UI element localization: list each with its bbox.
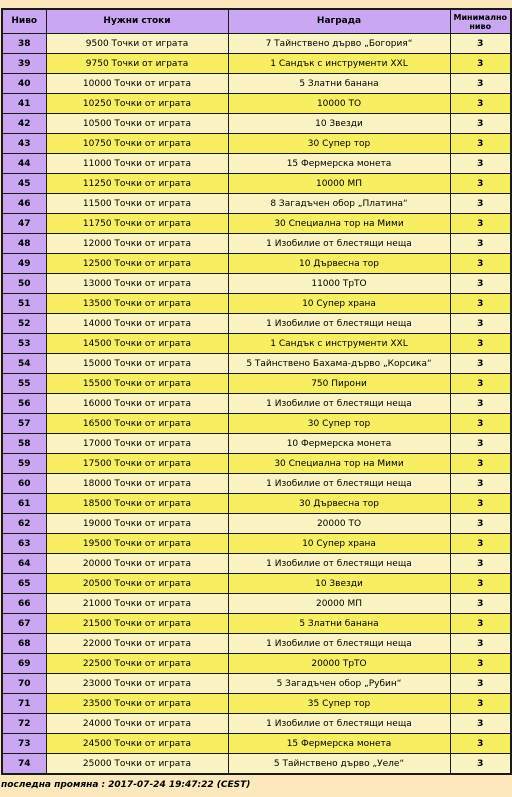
min-level-cell: 3: [450, 314, 511, 334]
min-level-cell: 3: [450, 614, 511, 634]
table-row: [2, 214, 511, 234]
level-cell: 71: [2, 694, 46, 714]
level-cell: 45: [2, 174, 46, 194]
min-level-cell: 3: [450, 454, 511, 474]
reward-cell: 30 Супер тор: [228, 414, 450, 434]
table-row: [2, 234, 511, 254]
level-cell: 73: [2, 734, 46, 754]
level-cell: 49: [2, 254, 46, 274]
table-row: [2, 194, 511, 214]
reward-cell: 1 Изобилие от блестящи неща: [228, 474, 450, 494]
min-level-cell: 3: [450, 74, 511, 94]
table-row: [2, 654, 511, 674]
level-cell: 72: [2, 714, 46, 734]
table-row: [2, 694, 511, 714]
table-row: [2, 514, 511, 534]
table-row: [2, 274, 511, 294]
required-goods-cell: 10750 Точки от играта: [46, 134, 228, 154]
level-cell: 68: [2, 634, 46, 654]
min-level-cell: 3: [450, 674, 511, 694]
level-cell: 59: [2, 454, 46, 474]
table-row: [2, 534, 511, 554]
level-cell: 61: [2, 494, 46, 514]
min-level-cell: 3: [450, 594, 511, 614]
reward-cell: 10 Фермерска монета: [228, 434, 450, 454]
header-level: Ниво: [2, 9, 46, 34]
reward-cell: 30 Специална тор на Мими: [228, 454, 450, 474]
table-row: [2, 314, 511, 334]
level-cell: 52: [2, 314, 46, 334]
reward-cell: 750 Пирони: [228, 374, 450, 394]
reward-cell: 5 Златни банана: [228, 614, 450, 634]
min-level-cell: 3: [450, 654, 511, 674]
level-cell: 39: [2, 54, 46, 74]
min-level-cell: 3: [450, 114, 511, 134]
table-row: [2, 634, 511, 654]
table-row: [2, 574, 511, 594]
required-goods-cell: 19500 Точки от играта: [46, 534, 228, 554]
reward-cell: 30 Дървесна тор: [228, 494, 450, 514]
required-goods-cell: 13500 Точки от играта: [46, 294, 228, 314]
level-cell: 47: [2, 214, 46, 234]
table-row: [2, 494, 511, 514]
min-level-cell: 3: [450, 274, 511, 294]
required-goods-cell: 17000 Точки от играта: [46, 434, 228, 454]
table-row: [2, 374, 511, 394]
level-cell: 64: [2, 554, 46, 574]
min-level-cell: 3: [450, 234, 511, 254]
level-cell: 42: [2, 114, 46, 134]
table-row: [2, 334, 511, 354]
level-cell: 57: [2, 414, 46, 434]
min-level-cell: 3: [450, 334, 511, 354]
table-row: [2, 54, 511, 74]
table-row: [2, 154, 511, 174]
reward-cell: 1 Изобилие от блестящи неща: [228, 314, 450, 334]
min-level-cell: 3: [450, 394, 511, 414]
table-row: [2, 434, 511, 454]
required-goods-cell: 9500 Точки от играта: [46, 34, 228, 54]
level-cell: 41: [2, 94, 46, 114]
reward-cell: 1 Изобилие от блестящи неща: [228, 394, 450, 414]
reward-cell: 15 Фермерска монета: [228, 154, 450, 174]
required-goods-cell: 18000 Точки от играта: [46, 474, 228, 494]
reward-cell: 30 Супер тор: [228, 134, 450, 154]
min-level-cell: 3: [450, 174, 511, 194]
last-modified-timestamp: 2017-07-24 19:47:22 (CEST): [108, 780, 251, 790]
reward-cell: 1 Изобилие от блестящи неща: [228, 714, 450, 734]
table-row: [2, 754, 511, 775]
reward-cell: 15 Фермерска монета: [228, 734, 450, 754]
table-row: [2, 674, 511, 694]
reward-cell: 10 Дървесна тор: [228, 254, 450, 274]
level-cell: 63: [2, 534, 46, 554]
table-row: [2, 94, 511, 114]
min-level-cell: 3: [450, 254, 511, 274]
required-goods-cell: 22500 Точки от играта: [46, 654, 228, 674]
table-header-row: [2, 9, 511, 34]
reward-cell: 5 Тайнствено дърво „Уеле“: [228, 754, 450, 775]
min-level-cell: 3: [450, 474, 511, 494]
table-row: [2, 414, 511, 434]
reward-cell: 1 Сандък с инструменти XXL: [228, 334, 450, 354]
min-level-cell: 3: [450, 434, 511, 454]
required-goods-cell: 22000 Точки от играта: [46, 634, 228, 654]
level-cell: 55: [2, 374, 46, 394]
table-row: [2, 34, 511, 54]
min-level-cell: 3: [450, 134, 511, 154]
required-goods-cell: 12500 Точки от играта: [46, 254, 228, 274]
reward-cell: 1 Сандък с инструменти XXL: [228, 54, 450, 74]
level-cell: 62: [2, 514, 46, 534]
required-goods-cell: 15000 Точки от играта: [46, 354, 228, 374]
table-row: [2, 354, 511, 374]
header-required-goods: Нужни стоки: [46, 9, 228, 34]
reward-cell: 10000 ТО: [228, 94, 450, 114]
table-row: [2, 114, 511, 134]
min-level-cell: 3: [450, 294, 511, 314]
level-cell: 69: [2, 654, 46, 674]
reward-cell: 10 Звезди: [228, 574, 450, 594]
min-level-cell: 3: [450, 574, 511, 594]
required-goods-cell: 24500 Точки от играта: [46, 734, 228, 754]
required-goods-cell: 14000 Точки от играта: [46, 314, 228, 334]
required-goods-cell: 16000 Точки от играта: [46, 394, 228, 414]
level-cell: 46: [2, 194, 46, 214]
min-level-cell: 3: [450, 754, 511, 775]
reward-cell: 11000 ТрТО: [228, 274, 450, 294]
table-row: [2, 614, 511, 634]
min-level-cell: 3: [450, 714, 511, 734]
reward-cell: 7 Тайнствено дърво „Богория“: [228, 34, 450, 54]
required-goods-cell: 24000 Точки от играта: [46, 714, 228, 734]
table-row: [2, 74, 511, 94]
table-row: [2, 294, 511, 314]
required-goods-cell: 25000 Точки от играта: [46, 754, 228, 775]
header-reward: Награда: [228, 9, 450, 34]
level-cell: 56: [2, 394, 46, 414]
table-row: [2, 714, 511, 734]
required-goods-cell: 10250 Точки от играта: [46, 94, 228, 114]
required-goods-cell: 17500 Точки от играта: [46, 454, 228, 474]
table-row: [2, 134, 511, 154]
required-goods-cell: 11000 Точки от играта: [46, 154, 228, 174]
required-goods-cell: 20500 Точки от играта: [46, 574, 228, 594]
min-level-cell: 3: [450, 634, 511, 654]
required-goods-cell: 23000 Точки от играта: [46, 674, 228, 694]
last-modified: [1, 780, 512, 790]
level-cell: 58: [2, 434, 46, 454]
reward-cell: 5 Златни банана: [228, 74, 450, 94]
reward-cell: 10 Звезди: [228, 114, 450, 134]
table-row: [2, 594, 511, 614]
table-row: [2, 554, 511, 574]
reward-cell: 5 Тайнствено Бахама-дърво „Корсика“: [228, 354, 450, 374]
min-level-cell: 3: [450, 94, 511, 114]
level-cell: 38: [2, 34, 46, 54]
level-cell: 66: [2, 594, 46, 614]
required-goods-cell: 21500 Точки от играта: [46, 614, 228, 634]
min-level-cell: 3: [450, 354, 511, 374]
reward-cell: 10 Супер храна: [228, 534, 450, 554]
reward-cell: 10 Супер храна: [228, 294, 450, 314]
required-goods-cell: 21000 Точки от играта: [46, 594, 228, 614]
reward-cell: 20000 ТО: [228, 514, 450, 534]
level-cell: 48: [2, 234, 46, 254]
required-goods-cell: 11250 Точки от играта: [46, 174, 228, 194]
required-goods-cell: 16500 Точки от играта: [46, 414, 228, 434]
level-cell: 65: [2, 574, 46, 594]
min-level-cell: 3: [450, 54, 511, 74]
level-cell: 53: [2, 334, 46, 354]
min-level-cell: 3: [450, 194, 511, 214]
reward-cell: 8 Загадъчен обор „Платина“: [228, 194, 450, 214]
min-level-cell: 3: [450, 534, 511, 554]
required-goods-cell: 20000 Точки от играта: [46, 554, 228, 574]
required-goods-cell: 15500 Точки от играта: [46, 374, 228, 394]
level-cell: 51: [2, 294, 46, 314]
level-cell: 74: [2, 754, 46, 775]
level-cell: 67: [2, 614, 46, 634]
min-level-cell: 3: [450, 154, 511, 174]
level-cell: 40: [2, 74, 46, 94]
required-goods-cell: 23500 Точки от играта: [46, 694, 228, 714]
table-row: [2, 254, 511, 274]
min-level-cell: 3: [450, 414, 511, 434]
min-level-cell: 3: [450, 494, 511, 514]
required-goods-cell: 18500 Точки от играта: [46, 494, 228, 514]
level-cell: 43: [2, 134, 46, 154]
reward-cell: 30 Специална тор на Мими: [228, 214, 450, 234]
rewards-table: [1, 8, 512, 775]
min-level-cell: 3: [450, 734, 511, 754]
level-cell: 50: [2, 274, 46, 294]
reward-cell: 20000 МП: [228, 594, 450, 614]
table-row: [2, 394, 511, 414]
level-cell: 54: [2, 354, 46, 374]
required-goods-cell: 10000 Точки от играта: [46, 74, 228, 94]
reward-cell: 1 Изобилие от блестящи неща: [228, 234, 450, 254]
table-row: [2, 734, 511, 754]
min-level-cell: 3: [450, 514, 511, 534]
min-level-cell: 3: [450, 554, 511, 574]
header-min-level: Минимално ниво: [450, 9, 511, 34]
min-level-cell: 3: [450, 214, 511, 234]
reward-cell: 10000 МП: [228, 174, 450, 194]
table-body: [2, 34, 511, 775]
level-cell: 60: [2, 474, 46, 494]
reward-cell: 1 Изобилие от блестящи неща: [228, 554, 450, 574]
reward-cell: 20000 ТрТО: [228, 654, 450, 674]
min-level-cell: 3: [450, 694, 511, 714]
reward-cell: 35 Супер тор: [228, 694, 450, 714]
level-cell: 44: [2, 154, 46, 174]
last-modified-label: последна промяна :: [1, 780, 106, 790]
level-cell: 70: [2, 674, 46, 694]
table-row: [2, 454, 511, 474]
reward-cell: 5 Загадъчен обор „Рубин“: [228, 674, 450, 694]
required-goods-cell: 9750 Точки от играта: [46, 54, 228, 74]
min-level-cell: 3: [450, 374, 511, 394]
required-goods-cell: 10500 Точки от играта: [46, 114, 228, 134]
min-level-cell: 3: [450, 34, 511, 54]
required-goods-cell: 12000 Точки от играта: [46, 234, 228, 254]
required-goods-cell: 19000 Точки от играта: [46, 514, 228, 534]
required-goods-cell: 11500 Точки от играта: [46, 194, 228, 214]
required-goods-cell: 11750 Точки от играта: [46, 214, 228, 234]
reward-cell: 1 Изобилие от блестящи неща: [228, 634, 450, 654]
table-row: [2, 474, 511, 494]
required-goods-cell: 13000 Точки от играта: [46, 274, 228, 294]
table-row: [2, 174, 511, 194]
required-goods-cell: 14500 Точки от играта: [46, 334, 228, 354]
